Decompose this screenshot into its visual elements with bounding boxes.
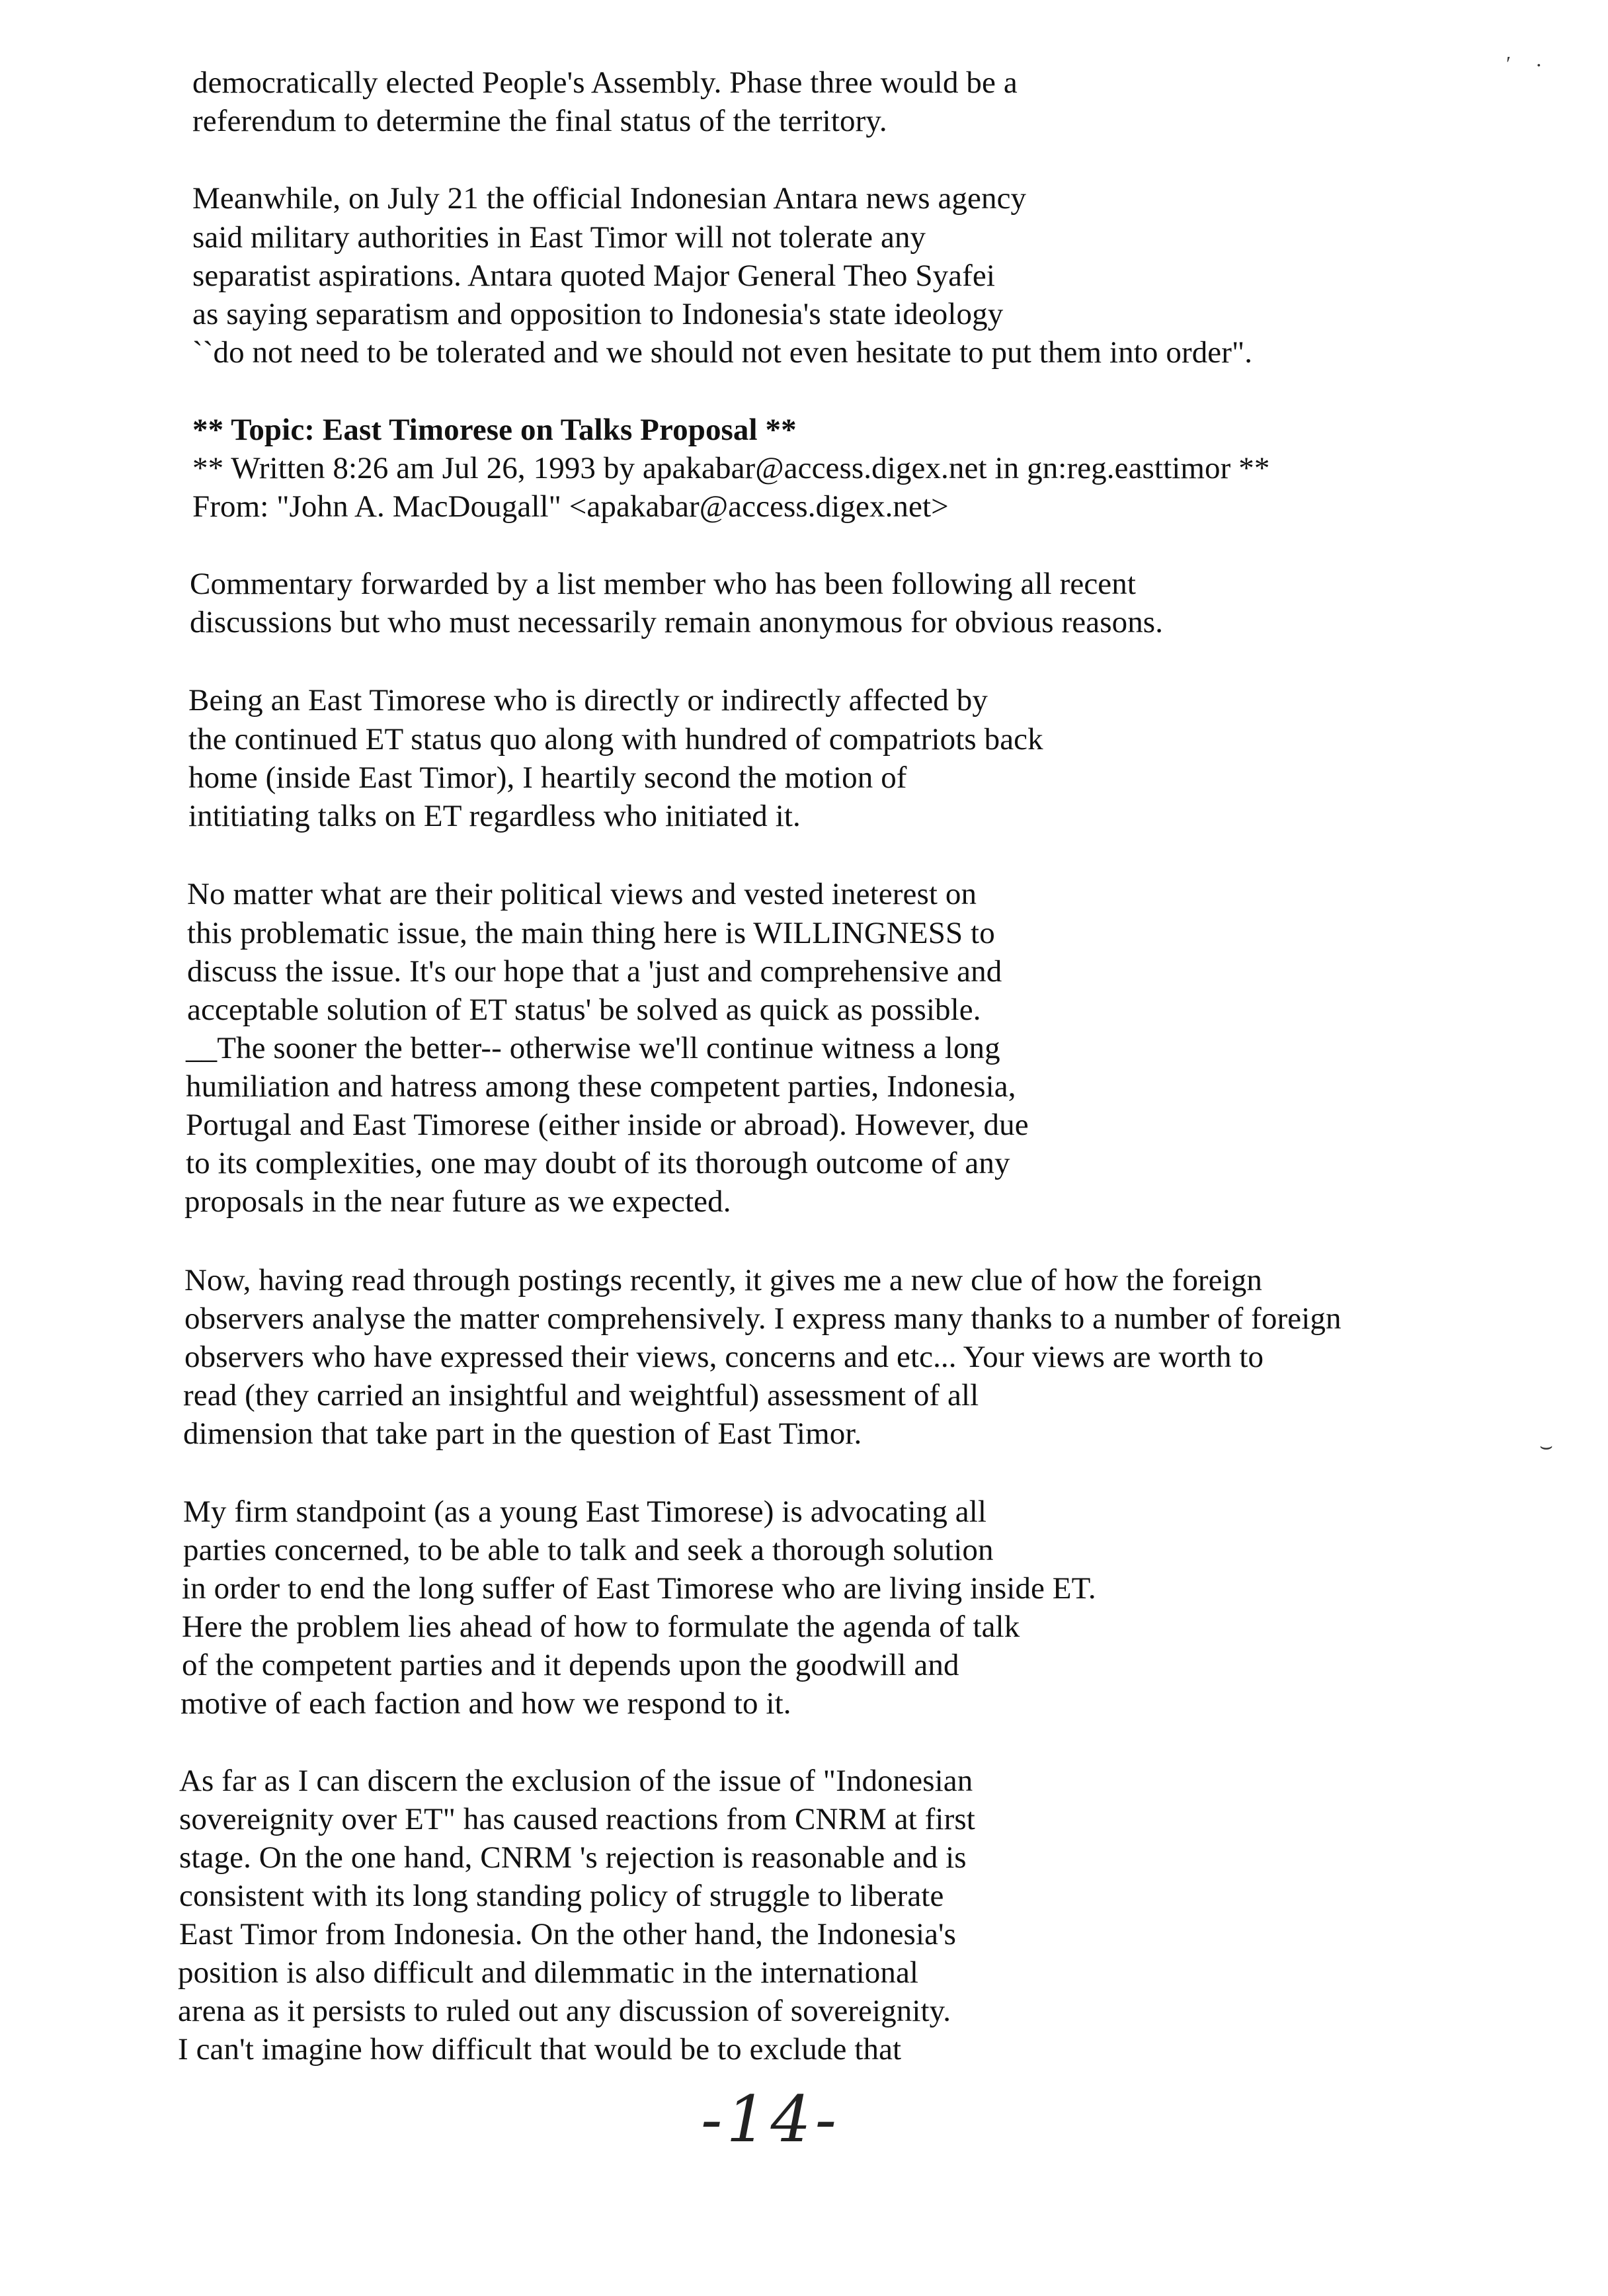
text-line: democratically elected People's Assembly. Phase three would be a bbox=[192, 65, 1018, 100]
text-line: home (inside East Timor), I heartily second the motion of bbox=[188, 760, 907, 795]
written-line: ** Written 8:26 am Jul 26, 1993 by apakabar@access.digex.net in gn:reg.easttimor ** bbox=[192, 451, 1270, 485]
text-line: to its complexities, one may doubt of its thorough outcome of any bbox=[186, 1146, 1010, 1180]
text-line: Being an East Timorese who is directly or indirectly affected by bbox=[188, 683, 988, 718]
scan-speck: · bbox=[1535, 53, 1543, 77]
text-line: parties concerned, to be able to talk and seek a thorough solution bbox=[183, 1533, 994, 1567]
text-line: observers analyse the matter comprehensively. I express many thanks to a number of foreign bbox=[184, 1301, 1342, 1336]
text-line: I can't imagine how difficult that would be to exclude that bbox=[178, 2032, 902, 2067]
text-line: East Timor from Indonesia. On the other hand, the Indonesia's bbox=[179, 1917, 957, 1951]
text-line: position is also difficult and dilemmatic in the international bbox=[178, 1955, 919, 1990]
text-line: stage. On the one hand, CNRM 's rejection is reasonable and is bbox=[179, 1840, 967, 1875]
text-line: Commentary forwarded by a list member who has been following all recent bbox=[190, 567, 1137, 601]
text-line: the continued ET status quo along with hundred of compatriots back bbox=[188, 722, 1043, 757]
text-line: acceptable solution of ET status' be solved as quick as possible. bbox=[187, 993, 981, 1027]
text-line: said military authorities in East Timor will not tolerate any bbox=[192, 220, 926, 255]
text-line: My firm standpoint (as a young East Timorese) is advocating all bbox=[183, 1495, 987, 1529]
text-line: Meanwhile, on July 21 the official Indonesian Antara news agency bbox=[192, 181, 1027, 216]
topic-heading: ** Topic: East Timorese on Talks Proposal ** bbox=[192, 413, 797, 447]
text-line: discussions but who must necessarily remain anonymous for obvious reasons. bbox=[190, 605, 1164, 639]
text-line: arena as it persists to ruled out any discussion of sovereignity. bbox=[178, 1994, 951, 2028]
text-line: this problematic issue, the main thing here is WILLINGNESS to bbox=[187, 916, 995, 950]
page-number: -14- bbox=[701, 2082, 841, 2156]
text-line: separatist aspirations. Antara quoted Major General Theo Syafei bbox=[192, 259, 996, 293]
text-line: motive of each faction and how we respond to it. bbox=[181, 1686, 791, 1721]
text-line: As far as I can discern the exclusion of the issue of "Indonesian bbox=[179, 1764, 973, 1798]
text-line: __The sooner the better-- otherwise we'll continue witness a long bbox=[186, 1031, 1000, 1065]
text-line: Now, having read through postings recently, it gives me a new clue of how the foreign bbox=[184, 1263, 1262, 1297]
text-line: Here the problem lies ahead of how to formulate the agenda of talk bbox=[182, 1610, 1020, 1644]
text-line: ``do not need to be tolerated and we should not even hesitate to put them into order". bbox=[192, 335, 1253, 370]
text-line: proposals in the near future as we expected. bbox=[184, 1184, 731, 1219]
text-line: discuss the issue. It's our hope that a 'just and comprehensive and bbox=[187, 954, 1002, 989]
text-line: as saying separatism and opposition to Indonesia's state ideology bbox=[192, 297, 1004, 331]
text-line: in order to end the long suffer of East Timorese who are living inside ET. bbox=[182, 1571, 1096, 1606]
text-line: intitiating talks on ET regardless who initiated it. bbox=[188, 799, 801, 833]
from-line: From: "John A. MacDougall" <apakabar@access.digex.net> bbox=[192, 489, 949, 524]
scan-mark: ⌣ bbox=[1539, 1434, 1554, 1457]
text-line: referendum to determine the final status of the territory. bbox=[192, 104, 887, 138]
text-line: Portugal and East Timorese (either inside or abroad). However, due bbox=[186, 1108, 1029, 1142]
text-line: consistent with its long standing policy of struggle to liberate bbox=[179, 1879, 944, 1913]
text-line: humiliation and hatress among these competent parties, Indonesia, bbox=[186, 1069, 1016, 1104]
text-line: of the competent parties and it depends upon the goodwill and bbox=[182, 1648, 959, 1682]
text-line: observers who have expressed their views, concerns and etc... Your views are worth to bbox=[184, 1340, 1264, 1374]
text-line: read (they carried an insightful and weightful) assessment of all bbox=[183, 1378, 979, 1413]
text-line: sovereignity over ET" has caused reactions from CNRM at first bbox=[179, 1802, 975, 1836]
text-line: dimension that take part in the question of East Timor. bbox=[183, 1416, 862, 1451]
text-line: No matter what are their political views and vested ineterest on bbox=[187, 877, 977, 911]
scan-speck: ′ bbox=[1506, 52, 1511, 75]
